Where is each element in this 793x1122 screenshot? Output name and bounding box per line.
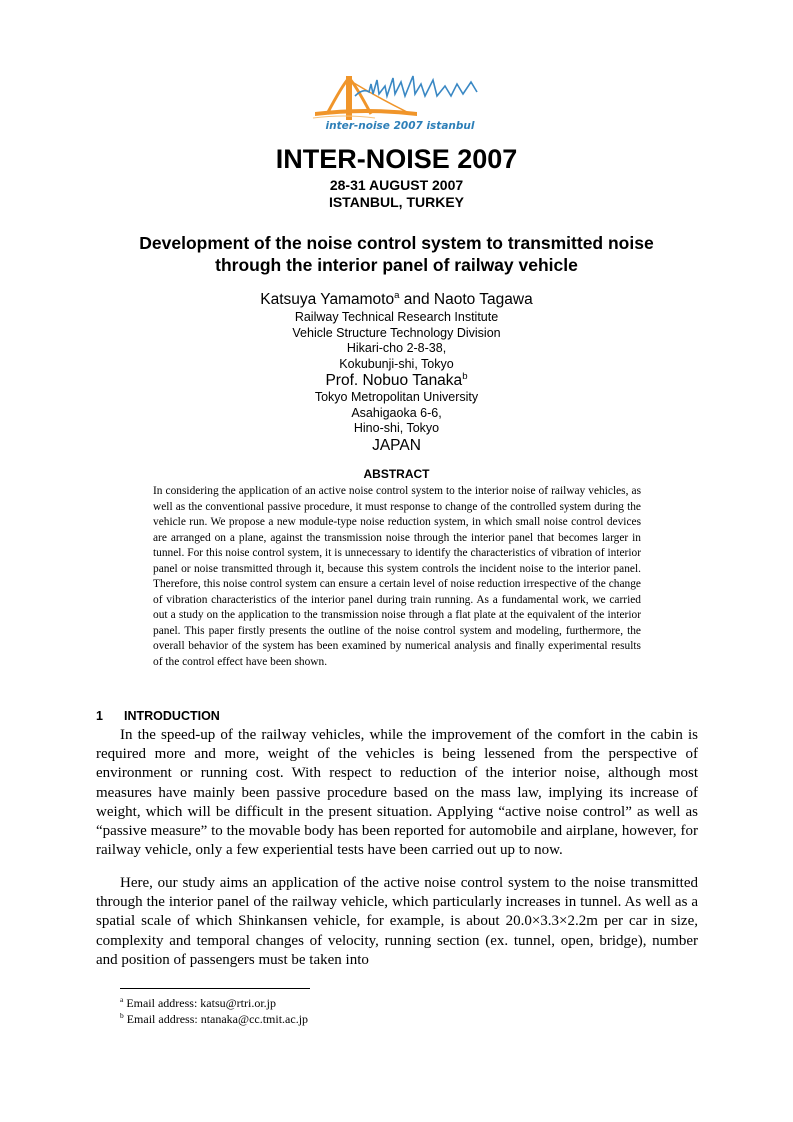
intro-paragraph-1: In the speed-up of the railway vehicles, while the improvement of the comfort in the cabin is required more and more, weight of the vehicles is being lessened from the perspective of environment or running cost. With respect to reduction of the interior noise, although most measures have mainly been passive procedure based on the mass law, implying its increase of weight, which will be difficult in the present situation. Applying “active noise control” as well as “passive measure” to the movable body has been reported for automobile and airplane, however, for railway vehicle, only a few experiential tests have been carried out up to now. (96, 727, 698, 859)
water-reflection (313, 116, 375, 118)
conference-dates: 28-31 AUGUST 2007 (329, 177, 464, 193)
author-mark-b: b (462, 370, 468, 382)
intro-paragraph-2: Here, our study aims an application of the active noise control system to the noise transmitted through the interior panel of the railway vehicle, which particularly increases in tunnel. As well as a spatial scale of which Shinkansen vehicle, for example, is about 20.0×3.3×2.2m per car in size, complexity and temporal changes of velocity, running section (ex. tunnel, open, bridge), number and position of passengers must be taken into (96, 875, 698, 968)
conference-title: INTER-NOISE 2007 (275, 144, 518, 174)
affiliation-1-line-4: Kokubunji-shi, Tokyo (339, 356, 454, 371)
footnote-a (120, 996, 276, 1010)
section-title: INTRODUCTION (124, 709, 220, 723)
abstract-text: In considering the application of an active noise control system to the interior noise of railway vehicles, as well as the conventional passive procedure, it must response to change of the controlled system during the vehicle run. We propose a new module-type noise reduction system, in which small noise control devices are arranged on a plane, against the transmission noise through the interior panel that becomes larger in tunnel. For this noise control system, it is unnecessary to identify the characteristics of vibration of interior panel or noise transmitted through it, because this system controls the incident noise to the interior panel. Therefore, this noise control system can ensure a certain level of noise reduction irrespective of the change of vibration characteristics of the interior panel during train running. As a fundamental work, we carried out a study on the application to the transmission noise through a flat plate at the equivalent of the interior panel. This paper firstly presents the outline of the noise control system and modeling, furthermore, the overall behavior of the system has been examined by numerical analysis and finally experimental results of the control effect have been shown. (153, 485, 641, 668)
city-skyline (355, 76, 477, 96)
affiliation-1-line-3: Hikari-cho 2-8-38, (346, 341, 447, 355)
paper-title-line-2: through the interior panel of railway vehicle (215, 255, 578, 275)
section-heading (96, 709, 220, 723)
author-line-2 (0, 372, 793, 390)
section-number: 1 (96, 709, 103, 723)
footnote-mark-b: b (120, 1011, 124, 1020)
affiliation-1-line-1: Railway Technical Research Institute (294, 310, 499, 324)
author-name-2: and Naoto Tagawa (399, 291, 533, 308)
author-line-1 (0, 291, 793, 309)
author-mark-a: a (394, 289, 400, 301)
paper-title (100, 232, 693, 276)
author-name-3: Prof. Nobuo Tanaka (325, 372, 463, 389)
footnote-mark-a: a (120, 995, 124, 1004)
conference-location: ISTANBUL, TURKEY (328, 194, 465, 210)
footnote-b-text: Email address: ntanaka@cc.tmit.ac.jp (126, 1012, 309, 1026)
affiliation-2-line-2: Asahigaoka 6-6, (351, 405, 442, 420)
logo-caption: inter-noise 2007 istanbul (325, 120, 475, 132)
author-name-1: Katsuya Yamamoto (260, 291, 395, 308)
affiliation-2-line-3: Hino-shi, Tokyo (353, 421, 440, 435)
paper-title-line-1: Development of the noise control system to transmitted noise (139, 233, 654, 253)
affiliation-1-line-2: Vehicle Structure Technology Division (292, 325, 501, 340)
abstract-heading: ABSTRACT (363, 467, 430, 481)
footnote-b (120, 1012, 308, 1026)
footnote-rule (120, 988, 310, 989)
footnote-a-text: Email address: katsu@rtri.or.jp (126, 996, 277, 1010)
affiliation-2-line-1: Tokyo Metropolitan University (314, 390, 479, 404)
country: JAPAN (372, 437, 421, 454)
